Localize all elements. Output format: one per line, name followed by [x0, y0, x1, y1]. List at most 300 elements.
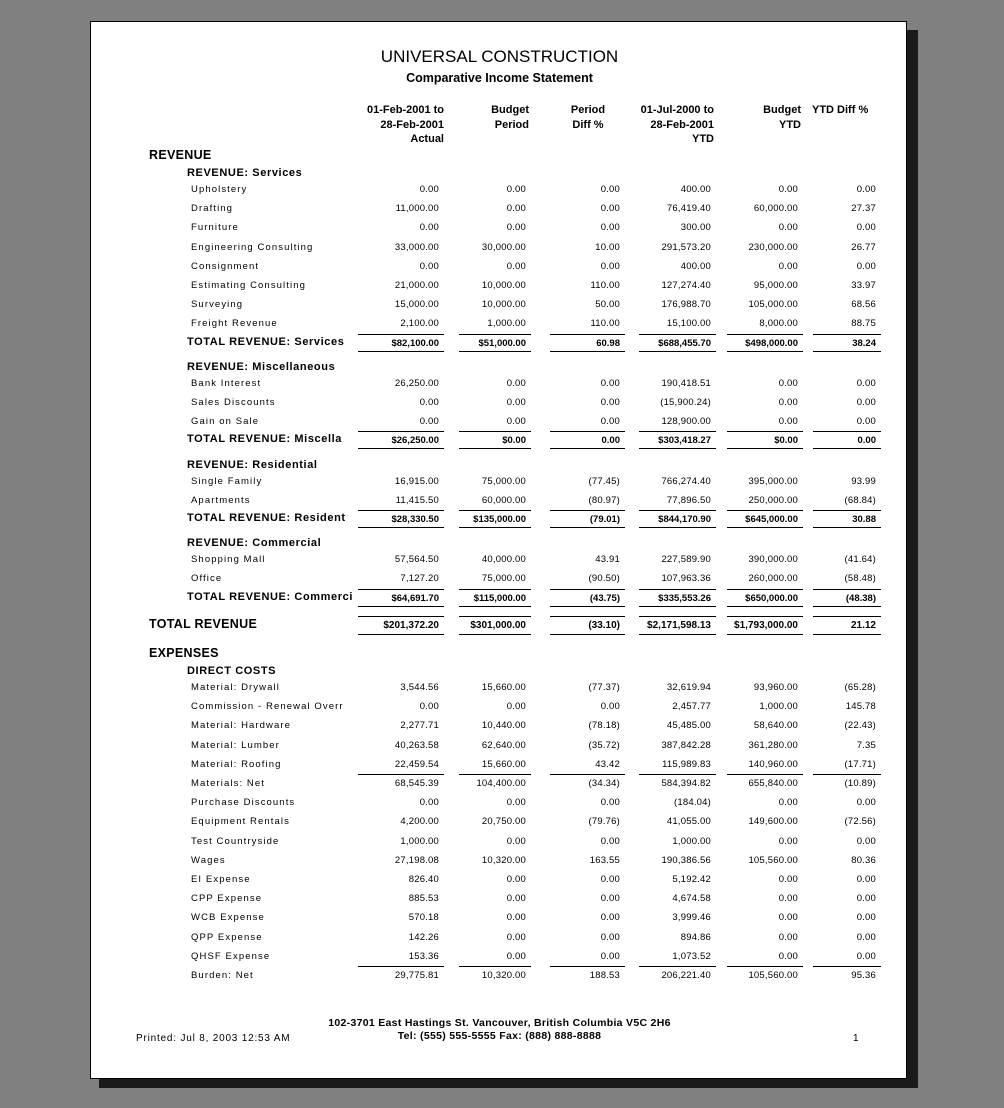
column-underline	[550, 351, 625, 352]
column-underline	[459, 527, 531, 528]
line-item-label: Drafting	[191, 203, 234, 215]
column-underline	[459, 616, 531, 617]
amount-cell: 30,000.00	[481, 241, 526, 253]
column-underline	[550, 448, 625, 449]
column-underline	[358, 774, 444, 775]
column-underline	[358, 527, 444, 528]
printed-timestamp: Printed: Jul 8, 2003 12:53 AM	[136, 1033, 291, 1044]
amount-cell: (34.34)	[588, 778, 620, 789]
amount-cell: 570.18	[408, 912, 439, 924]
subtotal-label: Burden: Net	[191, 970, 254, 981]
column-underline	[459, 510, 531, 511]
line-item-label: Test Countryside	[191, 835, 280, 847]
amount-cell: 104,400.00	[476, 778, 526, 789]
amount-cell: 0.00	[856, 222, 876, 234]
amount-cell: $335,553.26	[658, 592, 711, 604]
column-underline	[813, 334, 881, 335]
line-item-label: Engineering Consulting	[191, 241, 314, 253]
line-item-label: Purchase Discounts	[191, 797, 296, 809]
amount-cell: 75,000.00	[481, 573, 526, 585]
amount-cell: 95.36	[851, 970, 876, 981]
amount-cell: 584,394.82	[661, 778, 711, 789]
column-underline	[550, 616, 625, 617]
line-item-label: Material: Lumber	[191, 739, 280, 751]
column-underline	[813, 966, 881, 967]
amount-cell: 0.00	[778, 950, 798, 962]
column-underline	[459, 966, 531, 967]
report-title: Comparative Income Statement	[406, 71, 593, 85]
amount-cell: 1,000.00	[400, 835, 439, 847]
amount-cell: 260,000.00	[748, 573, 798, 585]
line-item-label: Apartments	[191, 494, 251, 506]
amount-cell: 20,750.00	[481, 816, 526, 828]
amount-cell: 105,560.00	[748, 854, 798, 866]
line-item-label: Office	[191, 573, 223, 585]
column-underline	[550, 510, 625, 511]
column-underline	[358, 334, 444, 335]
amount-cell: (65.28)	[844, 682, 876, 693]
column-underline	[550, 589, 625, 590]
amount-cell: 127,274.40	[661, 280, 711, 291]
amount-cell: 11,415.50	[395, 494, 439, 506]
amount-cell: 10,000.00	[481, 280, 526, 291]
amount-cell: $0.00	[502, 435, 526, 447]
amount-cell: 0.00	[778, 222, 798, 234]
amount-cell: 29,775.81	[394, 970, 439, 981]
amount-cell: $115,000.00	[473, 592, 526, 604]
line-item-label: Material: Hardware	[191, 720, 292, 732]
amount-cell: 0.00	[600, 184, 620, 195]
column-underline	[459, 634, 531, 635]
amount-cell: 0.00	[419, 701, 439, 713]
amount-cell: 0.00	[506, 222, 526, 234]
amount-cell: 68,545.39	[394, 778, 439, 789]
column-underline	[550, 634, 625, 635]
column-underline	[639, 966, 716, 967]
amount-cell: 2,457.77	[672, 701, 711, 713]
column-underline	[358, 606, 444, 607]
amount-cell: 3,999.46	[672, 912, 711, 924]
amount-cell: 50.00	[595, 299, 620, 311]
amount-cell: $201,372.20	[383, 619, 439, 631]
amount-cell: 10,320.00	[481, 970, 526, 981]
column-underline	[813, 448, 881, 449]
column-underline	[459, 774, 531, 775]
amount-cell: 2,100.00	[400, 318, 439, 330]
column-underline	[639, 634, 716, 635]
line-item-label: Furniture	[191, 222, 239, 234]
amount-cell: 361,280.00	[748, 739, 798, 751]
section-heading: EXPENSES	[149, 646, 219, 660]
amount-cell: 0.00	[778, 377, 798, 389]
amount-cell: 0.00	[778, 260, 798, 272]
amount-cell: 15,660.00	[481, 682, 526, 693]
amount-cell: 885.53	[408, 893, 439, 905]
amount-cell: 1,000.00	[759, 701, 798, 713]
amount-cell: (43.75)	[589, 592, 620, 604]
column-underline	[358, 589, 444, 590]
column-underline	[813, 351, 881, 352]
amount-cell: 0.00	[778, 912, 798, 924]
column-underline	[727, 589, 803, 590]
line-item-label: Wages	[191, 854, 226, 866]
line-item-label: Upholstery	[191, 184, 248, 195]
amount-cell: 38.24	[852, 337, 876, 349]
amount-cell: 0.00	[506, 701, 526, 713]
page-number: 1	[853, 1033, 860, 1044]
amount-cell: 0.00	[506, 184, 526, 195]
column-underline	[358, 616, 444, 617]
amount-cell: 0.00	[856, 377, 876, 389]
amount-cell: 0.00	[506, 203, 526, 215]
amount-cell: 0.00	[419, 797, 439, 809]
amount-cell: 62,640.00	[481, 739, 526, 751]
total-label: TOTAL REVENUE: Services	[187, 335, 345, 348]
amount-cell: 149,600.00	[748, 816, 798, 828]
amount-cell: 0.00	[600, 874, 620, 885]
amount-cell: 0.00	[506, 874, 526, 885]
amount-cell: $303,418.27	[658, 435, 711, 447]
amount-cell: 0.00	[778, 397, 798, 408]
line-item-label: Freight Revenue	[191, 318, 278, 330]
column-underline	[550, 606, 625, 607]
amount-cell: $82,100.00	[391, 337, 439, 349]
amount-cell: 7.35	[856, 739, 876, 751]
amount-cell: 0.00	[600, 260, 620, 272]
amount-cell: 10,320.00	[481, 854, 526, 866]
column-header-ytd-diff: YTD Diff %	[812, 104, 869, 116]
amount-cell: 27.37	[851, 203, 876, 215]
amount-cell: $498,000.00	[745, 337, 798, 349]
amount-cell: 33.97	[851, 280, 876, 291]
amount-cell: 76,419.40	[666, 203, 711, 215]
amount-cell: (17.71)	[844, 758, 876, 770]
column-underline	[727, 606, 803, 607]
group-heading: DIRECT COSTS	[187, 665, 277, 677]
total-label: TOTAL REVENUE: Commerci	[187, 590, 353, 603]
amount-cell: 7,127.20	[400, 573, 439, 585]
amount-cell: 41,055.00	[666, 816, 711, 828]
amount-cell: 10,440.00	[481, 720, 526, 732]
amount-cell: 0.00	[600, 931, 620, 943]
amount-cell: 0.00	[506, 416, 526, 428]
line-item-label: Sales Discounts	[191, 397, 276, 408]
amount-cell: 16,915.00	[394, 475, 439, 487]
group-heading: REVENUE: Residential	[187, 458, 318, 471]
amount-cell: 0.00	[506, 835, 526, 847]
column-underline	[727, 527, 803, 528]
column-underline	[358, 431, 444, 432]
amount-cell: 11,000.00	[395, 203, 439, 215]
amount-cell: 0.00	[600, 797, 620, 809]
amount-cell: 0.00	[419, 222, 439, 234]
amount-cell: 58,640.00	[753, 720, 798, 732]
amount-cell: 0.00	[506, 397, 526, 408]
group-heading: REVENUE: Miscellaneous	[187, 360, 336, 373]
column-header-period-diff: Period Diff %	[570, 104, 606, 131]
amount-cell: $51,000.00	[478, 337, 526, 349]
amount-cell: (15,900.24)	[660, 397, 711, 408]
amount-cell: $2,171,598.13	[647, 619, 711, 631]
amount-cell: 894.86	[680, 931, 711, 943]
amount-cell: 0.00	[856, 874, 876, 885]
amount-cell: 43.42	[595, 758, 620, 770]
amount-cell: 68.56	[851, 299, 876, 311]
amount-cell: 0.00	[506, 931, 526, 943]
amount-cell: 77,896.50	[666, 494, 711, 506]
amount-cell: 26.77	[851, 241, 876, 253]
amount-cell: 0.00	[419, 260, 439, 272]
column-underline	[550, 527, 625, 528]
amount-cell: 10.00	[595, 241, 620, 253]
column-underline	[727, 966, 803, 967]
amount-cell: (79.76)	[588, 816, 620, 828]
amount-cell: (79.01)	[589, 514, 620, 525]
amount-cell: 227,589.90	[661, 554, 711, 566]
amount-cell: $1,793,000.00	[734, 619, 798, 631]
amount-cell: 206,221.40	[661, 970, 711, 981]
amount-cell: 0.00	[600, 397, 620, 408]
amount-cell: (68.84)	[844, 494, 876, 506]
amount-cell: $844,170.90	[658, 514, 711, 525]
amount-cell: 0.00	[778, 797, 798, 809]
amount-cell: (48.38)	[845, 592, 876, 604]
amount-cell: 0.00	[778, 874, 798, 885]
amount-cell: 0.00	[601, 435, 620, 447]
column-underline	[813, 527, 881, 528]
column-underline	[727, 448, 803, 449]
amount-cell: 0.00	[778, 416, 798, 428]
amount-cell: 93.99	[851, 475, 876, 487]
amount-cell: 826.40	[408, 874, 439, 885]
amount-cell: $64,691.70	[391, 592, 439, 604]
amount-cell: 75,000.00	[481, 475, 526, 487]
amount-cell: 1,073.52	[672, 950, 711, 962]
column-underline	[358, 634, 444, 635]
column-underline	[358, 448, 444, 449]
column-underline	[727, 351, 803, 352]
amount-cell: 0.00	[856, 950, 876, 962]
amount-cell: 45,485.00	[666, 720, 711, 732]
group-heading: REVENUE: Commercial	[187, 537, 322, 550]
amount-cell: 15,000.00	[394, 299, 439, 311]
amount-cell: 0.00	[857, 435, 876, 447]
column-underline	[727, 431, 803, 432]
amount-cell: (35.72)	[588, 739, 620, 751]
column-underline	[459, 448, 531, 449]
amount-cell: (77.45)	[588, 475, 620, 487]
amount-cell: 0.00	[506, 377, 526, 389]
amount-cell: 0.00	[506, 950, 526, 962]
column-underline	[550, 774, 625, 775]
column-underline	[639, 527, 716, 528]
amount-cell: 57,564.50	[394, 554, 439, 566]
amount-cell: 766,274.40	[661, 475, 711, 487]
line-item-label: Consignment	[191, 260, 260, 272]
amount-cell: 163.55	[589, 854, 620, 866]
amount-cell: 387,842.28	[661, 739, 711, 751]
group-heading: REVENUE: Services	[187, 167, 303, 179]
amount-cell: 60.98	[596, 337, 620, 349]
amount-cell: 0.00	[600, 835, 620, 847]
amount-cell: (78.18)	[588, 720, 620, 732]
column-underline	[813, 510, 881, 511]
column-underline	[727, 334, 803, 335]
column-underline	[813, 774, 881, 775]
column-underline	[813, 589, 881, 590]
amount-cell: 4,674.58	[672, 893, 711, 905]
amount-cell: 0.00	[778, 893, 798, 905]
column-underline	[813, 634, 881, 635]
column-underline	[358, 966, 444, 967]
amount-cell: $301,000.00	[470, 619, 526, 631]
column-underline	[639, 351, 716, 352]
amount-cell: 26,250.00	[394, 377, 439, 389]
column-underline	[639, 448, 716, 449]
amount-cell: 32,619.94	[666, 682, 711, 693]
amount-cell: 15,660.00	[481, 758, 526, 770]
column-underline	[358, 351, 444, 352]
column-underline	[459, 606, 531, 607]
amount-cell: 0.00	[419, 184, 439, 195]
amount-cell: 0.00	[856, 184, 876, 195]
amount-cell: 400.00	[680, 260, 711, 272]
amount-cell: 0.00	[856, 260, 876, 272]
amount-cell: 250,000.00	[748, 494, 798, 506]
amount-cell: 110.00	[590, 318, 620, 330]
column-underline	[813, 616, 881, 617]
amount-cell: 0.00	[600, 416, 620, 428]
amount-cell: 0.00	[600, 701, 620, 713]
amount-cell: 291,573.20	[661, 241, 711, 253]
line-item-label: Estimating Consulting	[191, 280, 306, 291]
amount-cell: 40,263.58	[394, 739, 439, 751]
amount-cell: 0.00	[600, 203, 620, 215]
column-underline	[639, 616, 716, 617]
column-underline	[639, 510, 716, 511]
amount-cell: $688,455.70	[658, 337, 711, 349]
column-underline	[639, 774, 716, 775]
line-item-label: Material: Drywall	[191, 682, 280, 693]
amount-cell: 142.26	[408, 931, 439, 943]
column-underline	[727, 634, 803, 635]
amount-cell: $28,330.50	[391, 514, 439, 525]
column-underline	[639, 589, 716, 590]
amount-cell: 80.36	[851, 854, 876, 866]
column-underline	[358, 510, 444, 511]
amount-cell: 140,960.00	[748, 758, 798, 770]
amount-cell: 2,277.71	[400, 720, 439, 732]
line-item-label: CPP Expense	[191, 893, 263, 905]
total-label: TOTAL REVENUE: Miscella	[187, 433, 343, 446]
line-item-label: QPP Expense	[191, 931, 263, 943]
footer-contact: Tel: (555) 555-5555 Fax: (888) 888-8888	[397, 1030, 602, 1042]
line-item-label: Commission - Renewal Overr	[191, 701, 344, 713]
amount-cell: 190,386.56	[661, 854, 711, 866]
column-underline	[459, 334, 531, 335]
amount-cell: 30.88	[852, 514, 876, 525]
amount-cell: 0.00	[600, 893, 620, 905]
amount-cell: $26,250.00	[391, 435, 439, 447]
amount-cell: 60,000.00	[481, 494, 526, 506]
amount-cell: 0.00	[778, 184, 798, 195]
column-underline	[727, 616, 803, 617]
column-header-budget-ytd: Budget YTD	[763, 104, 801, 131]
column-underline	[550, 334, 625, 335]
amount-cell: 0.00	[600, 377, 620, 389]
amount-cell: 0.00	[856, 912, 876, 924]
line-item-label: Surveying	[191, 299, 244, 311]
report-page	[90, 21, 907, 1079]
amount-cell: 5,192.42	[672, 874, 711, 885]
amount-cell: 0.00	[856, 397, 876, 408]
amount-cell: 400.00	[680, 184, 711, 195]
amount-cell: 300.00	[680, 222, 711, 234]
footer-address: 102-3701 East Hastings St. Vancouver, British Columbia V5C 2H6	[328, 1017, 671, 1029]
amount-cell: 0.00	[600, 222, 620, 234]
amount-cell: 0.00	[778, 931, 798, 943]
amount-cell: 0.00	[856, 797, 876, 809]
line-item-label: Material: Roofing	[191, 758, 282, 770]
column-header-budget-period: Budget Period	[491, 104, 529, 131]
amount-cell: (77.37)	[588, 682, 620, 693]
amount-cell: (90.50)	[588, 573, 620, 585]
amount-cell: 60,000.00	[753, 203, 798, 215]
column-underline	[727, 510, 803, 511]
amount-cell: 153.36	[408, 950, 439, 962]
line-item-label: EI Expense	[191, 874, 251, 885]
column-header-period-actual: 01-Feb-2001 to 28-Feb-2001 Actual	[366, 104, 444, 145]
amount-cell: 128,900.00	[661, 416, 711, 428]
column-underline	[639, 606, 716, 607]
amount-cell: 0.00	[506, 797, 526, 809]
amount-cell: 390,000.00	[748, 554, 798, 566]
amount-cell: (41.64)	[844, 554, 876, 566]
line-item-label: QHSF Expense	[191, 950, 271, 962]
amount-cell: (22.43)	[844, 720, 876, 732]
amount-cell: (184.04)	[674, 797, 711, 809]
amount-cell: 395,000.00	[748, 475, 798, 487]
total-label: TOTAL REVENUE: Resident	[187, 512, 346, 524]
amount-cell: 230,000.00	[748, 241, 798, 253]
line-item-label: Bank Interest	[191, 377, 262, 389]
column-underline	[550, 966, 625, 967]
amount-cell: 10,000.00	[481, 299, 526, 311]
line-item-label: Single Family	[191, 475, 263, 487]
amount-cell: 0.00	[419, 416, 439, 428]
amount-cell: 107,963.36	[661, 573, 711, 585]
amount-cell: 115,989.83	[662, 758, 711, 770]
column-underline	[727, 774, 803, 775]
amount-cell: 88.75	[851, 318, 876, 330]
amount-cell: 105,560.00	[748, 970, 798, 981]
column-underline	[459, 431, 531, 432]
amount-cell: 0.00	[506, 260, 526, 272]
column-underline	[459, 589, 531, 590]
amount-cell: 188.53	[589, 970, 620, 981]
amount-cell: 0.00	[778, 835, 798, 847]
amount-cell: 95,000.00	[753, 280, 798, 291]
amount-cell: 0.00	[856, 893, 876, 905]
amount-cell: 176,988.70	[661, 299, 711, 311]
amount-cell: 15,100.00	[666, 318, 711, 330]
amount-cell: 43.91	[595, 554, 620, 566]
amount-cell: 21,000.00	[394, 280, 439, 291]
amount-cell: $645,000.00	[745, 514, 798, 525]
line-item-label: Equipment Rentals	[191, 816, 290, 828]
amount-cell: 22,459.54	[394, 758, 439, 770]
column-underline	[639, 334, 716, 335]
